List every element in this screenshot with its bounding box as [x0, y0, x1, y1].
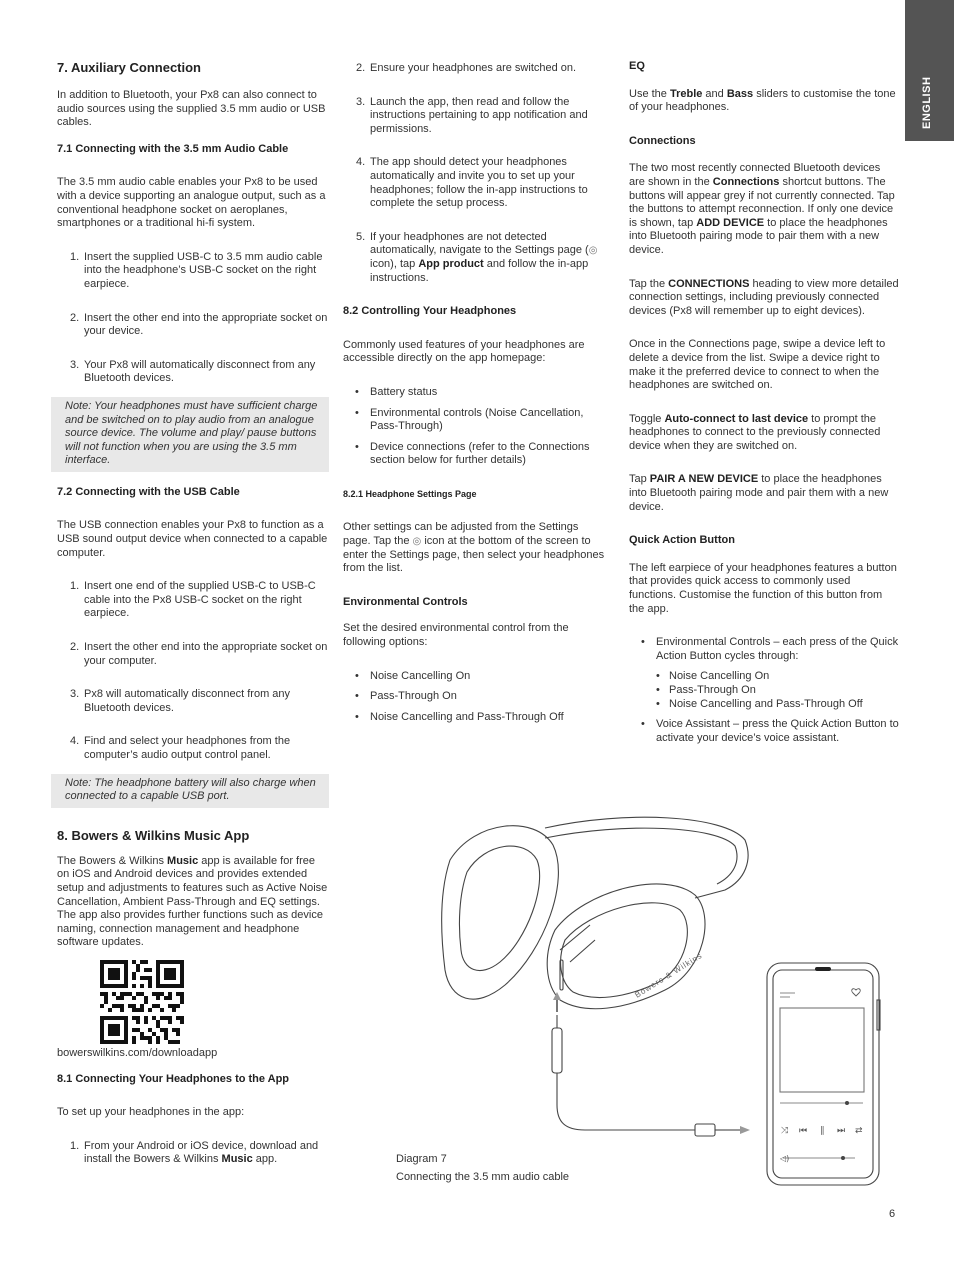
page-number: 6: [889, 1208, 896, 1220]
language-tab: [905, 0, 954, 141]
section-7-intro: In addition to Bluetooth, your Px8 can also connect to audio sources using the supplied 3.5 mm audio or USB cables.: [57, 89, 326, 129]
connections-para-4: Toggle Auto-connect to last device to prompt the headphones to connect to the previously connected device when they are switched on.: [629, 412, 881, 452]
section-8-1-title: 8.1 Connecting Your Headphones to the App: [57, 1072, 290, 1085]
list-item: • Pass-Through On: [343, 690, 605, 704]
qr-code: [100, 960, 184, 1044]
list-item: 5. If your headphones are not detected automatically, navigate to the Settings page (◎ icon), tap App product and follow the in-app instructions.: [356, 230, 598, 284]
settings-icon: ◎: [588, 245, 598, 257]
section-7-2-title: 7.2 Connecting with the USB Cable: [57, 485, 240, 498]
section-7-1-title: 7.1 Connecting with the 3.5 mm Audio Cable: [57, 142, 289, 155]
note-box: Note: The headphone battery will also charge when connected to a capable USB port.: [51, 774, 329, 808]
diagram-headphones-phone: [395, 800, 895, 1200]
connections-para-3: Once in the Connections page, swipe a device left to delete a device from the list. Swipe a device right to make it the preferred device to connect to when the headphones are switched on.: [629, 338, 886, 392]
section-8-1-steps-continued: [343, 62, 605, 285]
column-2: [343, 60, 605, 731]
list-item: 1. From your Android or iOS device, download and install the Bowers & Wilkins Music app.: [70, 1139, 319, 1166]
section-7-1-intro: The 3.5 mm audio cable enables your Px8 to be used with a device supporting an analogue output, such as a conventional headphone socket on aeroplanes, smartphones or a traditional hi-fi system.: [57, 176, 326, 230]
section-8-1-steps: [57, 1140, 329, 1167]
environmental-controls-items: [343, 670, 605, 725]
svg-text:⏮: ⏮: [799, 1126, 808, 1136]
eq-text: Use the Treble and Bass sliders to customise the tone of your headphones.: [629, 87, 896, 114]
section-8-2-items: [343, 386, 605, 468]
app-download-url[interactable]: bowerswilkins.com/downloadapp: [57, 1046, 218, 1059]
brand-logo-text: Bowers & Wilkins: [633, 950, 705, 1000]
list-item: 4. The app should detect your headphones automatically and invite you to set up your headphones; follow the in-app instructions to complete the setup process.: [356, 156, 588, 210]
section-8-2-1-title: 8.2.1 Headphone Settings Page: [343, 488, 477, 499]
svg-text:⤨: ⤨: [781, 1126, 789, 1136]
column-1: [57, 60, 329, 1187]
list-item: • Battery status: [343, 386, 605, 400]
column-3: [629, 60, 899, 752]
diagram-caption-number: Diagram 7: [396, 1153, 447, 1165]
section-7-title: 7. Auxiliary Connection: [57, 60, 201, 75]
connections-para-1: The two most recently connected Bluetooth devices are shown in the Connections shortcut buttons. The buttons will appear grey if not currently connected. Tap the buttons to attempt reconnection. If only one device is shown, tap ADD DEVICE to place the headphones into Bluetooth pairing mode to pair them with a new device.: [629, 162, 895, 256]
diagram-caption-text: Connecting the 3.5 mm audio cable: [396, 1170, 570, 1183]
section-8-1-intro: To set up your headphones in the app:: [57, 1106, 245, 1119]
section-8-intro: The Bowers & Wilkins Music app is available for free on iOS and Android devices and provides extended setup and adjustments to features such as Active Noise Cancellation, Ambient Pass-Through and EQ settings. The app also provides further functions such as device naming, connection management and headphone software updates.: [57, 854, 328, 949]
svg-text:⏭: ⏭: [837, 1126, 846, 1136]
list-item: 3. Px8 will automatically disconnect from any Bluetooth devices.: [70, 688, 291, 714]
list-item: • Noise Cancelling and Pass-Through Off: [343, 711, 605, 725]
list-item: • Device connections (refer to the Connections section below for further details): [343, 441, 605, 468]
note-box: Note: Your headphones must have sufficient charge and be switched on to play audio from an analogue source device. The volume and play/ pause buttons will not function when you are using the 3.5 mm interface.: [51, 397, 329, 472]
list-item: • Noise Cancelling On: [656, 670, 899, 684]
list-item: 4. Find and select your headphones from the computer’s audio output control panel.: [70, 735, 291, 761]
playback-controls-icons: [779, 1126, 863, 1163]
quick-action-button-items: [629, 636, 899, 745]
section-7-2-intro: The USB connection enables your Px8 to function as a USB sound output device when connected to a capable computer.: [57, 519, 328, 559]
settings-icon: ◎: [412, 536, 422, 548]
section-8-2-intro: Commonly used features of your headphones are accessible directly on the app homepage:: [343, 338, 585, 365]
list-item: 3. Launch the app, then read and follow the instructions pertaining to app notification and permissions.: [356, 95, 588, 135]
list-item: • Pass-Through On: [656, 684, 899, 698]
svg-text:∥: ∥: [820, 1126, 825, 1136]
section-7-2-steps: [57, 580, 329, 762]
list-item: 1. Insert the supplied USB-C to 3.5 mm audio cable into the headphone’s USB-C socket on the right earpiece.: [70, 250, 323, 290]
list-item: • Environmental controls (Noise Cancellation, Pass-Through): [343, 407, 605, 434]
list-item: 2. Insert the other end into the appropriate socket on your device.: [70, 311, 328, 338]
list-item: • Noise Cancelling and Pass-Through Off: [656, 698, 899, 712]
connections-para-5: Tap PAIR A NEW DEVICE to place the headphones into Bluetooth pairing mode and pair them with a new device.: [629, 473, 889, 513]
list-item: • Environmental Controls – each press of the Quick Action Button cycles through: • Noise Cancelling On • Pass-Through On • Noise Cancelling and Pass-Through Off: [629, 636, 899, 711]
connections-para-2: Tap the CONNECTIONS heading to view more detailed connection settings, including previously connected devices (Px8 will remember up to eight devices).: [629, 277, 899, 317]
language-label: ENGLISH: [921, 76, 933, 129]
diagram-caption: [396, 1153, 569, 1184]
connections-title: Connections: [629, 134, 696, 147]
eq-title: EQ: [629, 60, 645, 72]
svg-text:⇄: ⇄: [855, 1126, 863, 1136]
list-item: 1. Insert one end of the supplied USB-C to USB-C cable into the Px8 USB-C socket on the right earpiece.: [70, 580, 316, 620]
environmental-controls-title: Environmental Controls: [343, 595, 468, 608]
list-item: • Voice Assistant – press the Quick Action Button to activate your device’s voice assistant.: [629, 718, 899, 745]
quick-action-button-title: Quick Action Button: [629, 534, 735, 547]
list-item: • Noise Cancelling On: [343, 670, 605, 684]
environmental-controls-intro: Set the desired environmental control from the following options:: [343, 622, 569, 649]
svg-text:◁): ◁): [780, 1154, 790, 1163]
list-item: 2. Insert the other end into the appropriate socket on your computer.: [70, 641, 328, 667]
list-item: 2. Ensure your headphones are switched on.: [356, 62, 577, 74]
section-7-1-steps: [57, 251, 329, 386]
quick-action-button-intro: The left earpiece of your headphones features a button that provides quick access to commonly used functions. Customise the function of this button from the app.: [629, 561, 897, 615]
section-8-title: 8. Bowers & Wilkins Music App: [57, 827, 250, 843]
list-item: 3. Your Px8 will automatically disconnect from any Bluetooth devices.: [70, 358, 316, 385]
section-8-2-1-text: Other settings can be adjusted from the Settings page. Tap the ◎ icon at the bottom of the screen to enter the Settings page, then select your headphones from the list.: [343, 521, 605, 575]
section-8-2-title: 8.2 Controlling Your Headphones: [343, 305, 517, 318]
